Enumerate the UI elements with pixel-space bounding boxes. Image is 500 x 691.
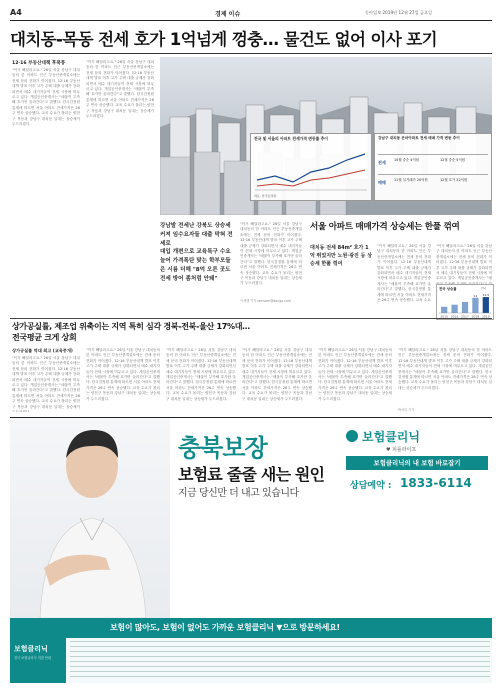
nationwide-rate-chart bbox=[436, 284, 494, 320]
section-label: 경제 이슈 bbox=[215, 11, 241, 18]
story2-body-col2: "이거 빼달라고요." 26일 서울 강남구 대치동의 한 아파트 인근 부동산중개업소에는 전세 문의 전화가 이어졌다. 12·16 부동산대책 발표 이후 고가 주택 대출 규제가 강화되면서 매수 대기자들이 전세 시장에 머무르고 있다. 개업공인중개사는 "매 bbox=[436, 244, 492, 281]
footer-logo-box bbox=[10, 638, 66, 683]
bar bbox=[472, 298, 478, 313]
footer-note: 전국 보험클리닉 지점 안내 bbox=[14, 656, 51, 660]
chart-source: 자료: 한국감정원 bbox=[254, 194, 277, 198]
row-label: 전세 bbox=[378, 160, 386, 165]
x-tick-label: 2016 bbox=[450, 314, 459, 318]
section-rule bbox=[10, 318, 492, 319]
top-headline: 대치동-목동 전세 호가 1억넘게 껑충… 물건도 없어 이사 포기 bbox=[10, 30, 437, 49]
change-line-graph bbox=[255, 146, 367, 194]
article-body-col1: "이거 빼달라고요." 26일 서울 강남구 대치동의 한 아파트 인근 부동산중개업소에는 전세 문의 전화가 이어졌다. 12·16 부동산대책 발표 이후 고가 주택 대출 규제가 강화되면서 매수 대기자들이 전세 시장에 머무르고 있다. 개업공인중개사는 "매물이 부족해 호가만 올라간다"고 말했다. 한국감정원 통계에 따르면 서울 아파트 전세가격은 26주 연속 상승했다. 교육 수요가 몰리는 양천구 목동과 강남구 대치동 일대는 상승세가 두드러졌다. bbox=[12, 68, 80, 127]
clinic-logo-icon bbox=[346, 430, 358, 442]
article-body-col3: "이거 빼달라고요." 26일 서울 강남구 대치동의 한 아파트 인근 부동산중개업소에는 전세 문의 전화가 이어졌다. 12·16 부동산대책 발표 이후 고가 주택 대출 규제가 강화되면서 매수 대기자들이 전세 시장에 머무르고 있다. 개업공인중개사는 "매물이 부족해 호가만 올라간다"고 말했다. 한국감정원 통계에 따르면 서울 아파트 전세가격은 26주 연속 상승했다. 교육 수요가 몰리는 양천구 목동과 강남구 대치동 일대는 상승세가 두드러졌다. bbox=[240, 222, 302, 286]
story3-byline: 박서리 기자 bbox=[398, 408, 415, 412]
story3-body-col4: "이거 빼달라고요." 26일 서울 강남구 대치동의 한 아파트 인근 부동산중개업소에는 전세 문의 전화가 이어졌다. 12·16 부동산대책 발표 이후 고가 주택 대출 규제가 강화되면서 매수 대기자들이 전세 시장에 머무르고 있다. 개업공인중개사는 "매물이 부족해 호가만 올라간다"고 말했다. 한국감정원 통계에 따르면 서울 아파트 전세가격은 26주 연속 상승했다. 교육 수요가 몰리는 양천구 목동과 강남구 대치동 일대는 상승세가 두드러졌다. bbox=[242, 348, 312, 401]
model-photo bbox=[10, 418, 170, 618]
eunma-price-table bbox=[374, 133, 492, 201]
clinic-logo-box bbox=[346, 428, 488, 518]
x-tick-label: 2018 bbox=[471, 314, 480, 318]
subhead-1: 강남발 전세난 강북도 상승세 커져 임수요자들 대출 막혀 전세로 bbox=[160, 223, 233, 247]
x-tick-label: 2019 bbox=[481, 314, 490, 318]
bar bbox=[483, 297, 489, 313]
story2-body-col1: "이거 빼달라고요." 26일 서울 강남구 대치동의 한 아파트 인근 부동산중개업소에는 전세 문의 전화가 이어졌다. 12·16 부동산대책 발표 이후 고가 주택 대출 규제가 강화되면서 매수 대기자들이 전세 시장에 머무르고 있다. 개업공인중개사는 "매물이 부족해 호가만 올라간다"고 말했다. 한국감정원 통계에 따르면 서울 아파트 전세가격은 26주 연속 상승했다. 교육 수요 bbox=[377, 244, 431, 302]
clinic-logo-text: 보험클리닉 bbox=[362, 430, 420, 444]
clinic-banner: 보험클리닉의 내 보험 바로잡기 bbox=[346, 456, 488, 470]
row-label: 매매 bbox=[378, 180, 386, 185]
table-row bbox=[378, 174, 488, 193]
dateline: 12·16 부동산대책 후폭풍 bbox=[12, 61, 66, 66]
story2-headline: 서울 아파트 매매가격 상승세는 한풀 꺾여 bbox=[310, 222, 460, 232]
data-label: 11.5 bbox=[482, 293, 490, 298]
headline-rule bbox=[10, 53, 492, 54]
x-tick-label: 2017 bbox=[461, 314, 469, 318]
story3-body-col5: "이거 빼달라고요." 26일 서울 강남구 대치동의 한 아파트 인근 부동산중개업소에는 전세 문의 전화가 이어졌다. 12·16 부동산대책 발표 이후 고가 주택 대출 규제가 강화되면서 매수 대기자들이 전세 시장에 머무르고 있다. 개업공인중개사는 "매물이 부족해 호가만 올라간다"고 말했다. 한국감정원 통계에 따르면 서울 아파트 전세가격은 26주 연속 상승했다. 교육 수요가 몰리는 양천구 목동과 강남구 대치동 일대는 상승세가 두드러졌다. bbox=[318, 348, 392, 401]
story3-body-col3: "이거 빼달라고요." 26일 서울 강남구 대치동의 한 아파트 인근 부동산중개업소에는 전세 문의 전화가 이어졌다. 12·16 부동산대책 발표 이후 고가 주택 대출 규제가 강화되면서 매수 대기자들이 전세 시장에 머무르고 있다. 개업공인중개사는 "매물이 부족해 호가만 올라간다"고 말했다. 한국감정원 통계에 따르면 서울 아파트 전세가격은 26주 연속 상승했다. 교육 수요가 몰리는 양천구 목동과 강남구 대치동 일대는 상승세가 두드러졌다. bbox=[166, 348, 236, 401]
phone-label[interactable]: 상담예약 : bbox=[350, 481, 392, 491]
header-rule bbox=[10, 20, 492, 21]
bar-chart-svg bbox=[439, 291, 491, 318]
price-change-chart-box bbox=[250, 133, 372, 201]
subhead-2: 대입 개편으로 교육특구 수요 늘어 가격폭탄 맞는 학부모들은 시름 더해 "8억 오른 곳도 전세 방어 좀처럼 안돼" bbox=[160, 249, 231, 282]
bar bbox=[451, 305, 457, 313]
row-value-b: 12월 호가 22억원 bbox=[440, 178, 468, 182]
story3-body-col2: "이거 빼달라고요." 26일 서울 강남구 대치동의 한 아파트 인근 부동산중개업소에는 전세 문의 전화가 이어졌다. 12·16 부동산대책 발표 이후 고가 주택 대출 규제가 강화되면서 매수 대기자들이 전세 시장에 머무르고 있다. 개업공인중개사는 "매물이 부족해 호가만 올라간다"고 말했다. 한국감정원 통계에 따르면 서울 아파트 전세가격은 26주 연속 상승했다. 교육 수요가 몰리는 양천구 목동과 강남구 대치동 일대는 상승세가 두드러졌다. bbox=[86, 348, 160, 401]
model-figure-graphic bbox=[10, 418, 170, 618]
article-body-col2: "이거 빼달라고요." 26일 서울 강남구 대치동의 한 아파트 인근 부동산중개업소에는 전세 문의 전화가 이어졌다. 12·16 부동산대책 발표 이후 고가 주택 대출 규제가 강화되면서 매수 대기자들이 전세 시장에 머무르고 있다. 개업공인중개사는 "매물이 부족해 호가만 올라간다"고 말했다. 한국감정원 통계에 따르면 서울 아파트 전세가격은 26주 연속 상승했다. 교육 수요가 몰리는 양천구 목동과 강남구 대치동 일대는 상승세가 두드러졌다. bbox=[86, 60, 154, 119]
story3-body-col6: "이거 빼달라고요." 26일 서울 강남구 대치동의 한 아파트 인근 부동산중개업소에는 전세 문의 전화가 이어졌다. 12·16 부동산대책 발표 이후 고가 주택 대출 규제가 강화되면서 매수 대기자들이 전세 시장에 머무르고 있다. 개업공인중개사는 "매물이 부족해 호가만 올라간다"고 말했다. 한국감정원 통계에 따르면 서울 아파트 전세가격은 26주 연속 상승했다. 교육 수요가 몰리는 양천구 목동과 강남구 대치동 일대는 상승세가 두드러졌다. bbox=[398, 348, 492, 390]
row-value-a: 11월 실거래가 20억원 bbox=[394, 178, 428, 182]
page-number: A4 bbox=[10, 8, 22, 17]
row-value-b: 12월 중순 5억원 bbox=[440, 158, 466, 162]
people-life-logo: ♥ 피플라이프 bbox=[386, 447, 417, 453]
bar bbox=[462, 302, 468, 313]
ad-sub-copy: 지금 당신만 더 내고 있습니다 bbox=[178, 488, 299, 499]
issue-info: 동아일보 2019년 12월 27일 금요일 bbox=[365, 10, 433, 15]
footer-logo: 보험클리닉 bbox=[14, 645, 48, 653]
table-row bbox=[378, 154, 488, 173]
chart-title: 전국 상승률 bbox=[439, 287, 457, 291]
row-value-a: 10월 중순 4억원 bbox=[394, 158, 420, 162]
branch-footer bbox=[10, 638, 492, 683]
story3-subhead: 상가공실률 역대 최고 (교육중개) bbox=[12, 348, 73, 353]
page-header bbox=[10, 7, 492, 19]
insurance-ad bbox=[10, 417, 492, 683]
ad-slogan-bar bbox=[10, 618, 492, 638]
x-tick-label: 2015 bbox=[440, 314, 449, 318]
table-title: 강남구 대치동 은마아파트 전세 매매 가격 변동 추이 bbox=[378, 136, 460, 140]
chart-title: 전국 및 서울의 아파트 전세가격 변동률 추이 bbox=[254, 136, 328, 141]
story2-subhead: 대치동 전세 84m² 호가 1억 뛰었지만 노원·광진 등 상승세 한풀 꺾여 bbox=[310, 245, 372, 267]
story3-body-col1: "이거 빼달라고요." 26일 서울 강남구 대치동의 한 아파트 인근 부동산중개업소에는 전세 문의 전화가 이어졌다. 12·16 부동산대책 발표 이후 고가 주택 대출 규제가 강화되면서 매수 대기자들이 전세 시장에 머무르고 있다. 개업공인중개사는 "매물이 부족해 호가만 올라간다"고 말했다. 한국감정원 통계에 따르면 서울 아파트 전세가격은 26주 연속 상승했다. 교육 수요가 몰리는 양천구 목동과 강남구 대치동 일대는 상승세가 bbox=[12, 356, 80, 409]
ad-slogan: 보험이 많아도, 보험이 없어도 가까운 보험클리닉 ▼으로 방문하세요! bbox=[110, 623, 340, 632]
data-label: 11 bbox=[473, 293, 478, 298]
branch-list bbox=[70, 641, 490, 681]
ad-brand-left: 충북보장 bbox=[178, 434, 267, 462]
story3-headline: 상가공실률, 제조업 위축이는 지역 특히 심각 경북-전북-울산 17%대… 전국평균 크게 상회 bbox=[12, 322, 250, 342]
byline-1: 이새샘 기자 iamsam@donga.com bbox=[240, 299, 292, 303]
bar bbox=[441, 307, 447, 313]
chart-unit: (%) bbox=[481, 286, 487, 290]
phone-number[interactable]: 1833-6114 bbox=[400, 476, 472, 490]
ad-main-copy: 보험료 줄줄 새는 원인 bbox=[178, 465, 325, 484]
